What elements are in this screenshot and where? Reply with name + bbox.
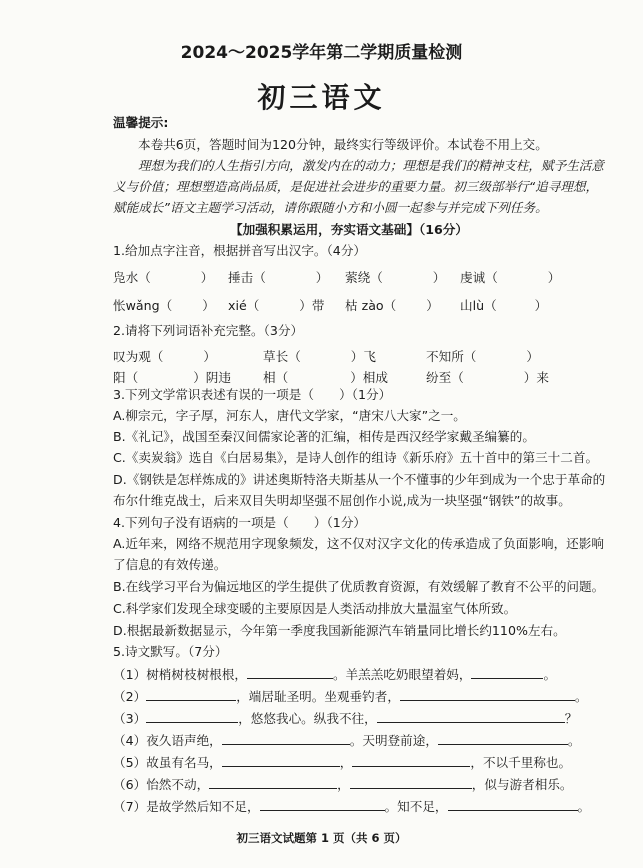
q5-prompt: 5.诗文默写。（7分） bbox=[113, 644, 228, 659]
notice-heading: 温馨提示: bbox=[113, 115, 169, 130]
page-footer: 初三语文试题第 1 页（共 6 页） bbox=[236, 831, 407, 845]
q3-option-a: A.柳宗元，字子厚，河东人，唐代文学家，“唐宋八大家”之一。 bbox=[113, 408, 466, 423]
q1-item: 枯 zào（ ） bbox=[345, 298, 439, 313]
q4-option-a-cont: 了信息的有效传递。 bbox=[113, 557, 227, 572]
answer-blank[interactable] bbox=[260, 800, 385, 811]
q1-item: 凫水（ ） bbox=[113, 270, 214, 285]
q1-item: 山lù（ ） bbox=[460, 298, 548, 313]
q5-line-4: （4）夜久语声绝， 。天明登前途， 。 bbox=[113, 733, 581, 748]
q2-item: 相（ ）相成 bbox=[263, 370, 388, 385]
q2-item: 纷至（ ）来 bbox=[426, 370, 549, 385]
q5-line-2: （2） ，端居耻圣明。坐观垂钓者， 。 bbox=[113, 689, 588, 704]
q3-prompt: 3.下列文学常识表述有误的一项是（ ）（1分） bbox=[113, 387, 392, 402]
answer-blank[interactable] bbox=[222, 756, 340, 767]
q4-option-b: B.在线学习平台为偏远地区的学生提供了优质教育资源，有效缓解了教育不公平的问题。 bbox=[113, 579, 605, 594]
notice-line-3: 义与价值；理想塑造高尚品质，是促进社会进步的重要力量。初三级部举行“追寻理想， bbox=[113, 179, 599, 194]
q5-line-5: （5）故虽有名马， ， ，不以千里称也。 bbox=[113, 755, 572, 770]
q4-option-d: D.根据最新数据显示，今年第一季度我国新能源汽车销量同比增长约110%左右。 bbox=[113, 623, 566, 638]
q1-prompt: 1.给加点字注音，根据拼音写出汉字。（4分） bbox=[113, 243, 367, 258]
q2-item: 不知所（ ） bbox=[426, 349, 539, 364]
q3-option-c: C.《卖炭翁》选自《白居易集》，是诗人创作的组诗《新乐府》五十首中的第三十二首。 bbox=[113, 450, 599, 465]
q2-item: 叹为观（ ） bbox=[113, 349, 216, 364]
notice-line-4: 赋能成长”语文主题学习活动，请你跟随小方和小圆一起参与并完成下列任务。 bbox=[113, 200, 548, 215]
q4-option-c: C.科学家们发现全球变暖的主要原因是人类活动排放大量温室气体所致。 bbox=[113, 601, 517, 616]
q4-prompt: 4.下列句子没有语病的一项是（ ）（1分） bbox=[113, 515, 367, 530]
notice-line-2: 理想为我们的人生指引方向，激发内在的动力；理想是我们的精神支柱，赋予生活意 bbox=[138, 158, 604, 173]
answer-blank[interactable] bbox=[247, 668, 333, 679]
q1-item: xié（ ）带 bbox=[228, 298, 325, 313]
q1-item: 捶击（ ） bbox=[228, 270, 329, 285]
q1-item: 萦绕（ ） bbox=[345, 270, 446, 285]
subject-title: 初三语文 bbox=[257, 81, 386, 114]
answer-blank[interactable] bbox=[448, 800, 578, 811]
answer-blank[interactable] bbox=[352, 756, 470, 767]
q5-line-7: （7）是故学然后知不足， 。知不足， 。 bbox=[113, 799, 591, 814]
q1-item: 虔诚（ ） bbox=[460, 270, 561, 285]
q5-line-6: （6）怡然不动， ， ，似与游者相乐。 bbox=[113, 777, 573, 792]
answer-blank[interactable] bbox=[209, 778, 337, 789]
answer-blank[interactable] bbox=[222, 734, 350, 745]
answer-blank[interactable] bbox=[471, 668, 543, 679]
q4-option-a: A.近年来，网络不规范用字现象频发，这不仅对汉字文化的传承造成了负面影响，还影响 bbox=[113, 536, 604, 551]
answer-blank[interactable] bbox=[146, 712, 238, 723]
answer-blank[interactable] bbox=[438, 734, 568, 745]
q3-option-d-cont: 布尔什维克战士，后来双目失明却坚强不屈创作小说,成为一块坚强“钢铁”的故事。 bbox=[113, 493, 571, 508]
notice-line-1: 本卷共6页，答题时间为120分钟，最终实行等级评价。本试卷不用上交。 bbox=[138, 137, 548, 152]
q2-item: 阳（ ）阴违 bbox=[113, 370, 231, 385]
q2-prompt: 2.请将下列词语补充完整。（3分） bbox=[113, 323, 304, 338]
q3-option-b: B.《礼记》，战国至秦汉间儒家论著的汇编，相传是西汉经学家戴圣编纂的。 bbox=[113, 429, 535, 444]
answer-blank[interactable] bbox=[350, 778, 472, 789]
q1-item: 怅wǎng（ ） bbox=[113, 298, 215, 313]
q3-option-d: D.《钢铁是怎样炼成的》讲述奥斯特洛夫斯基从一个不懂事的少年到成为一个忠于革命的 bbox=[113, 472, 606, 487]
q5-line-3: （3） ，悠悠我心。纵我不往， ？ bbox=[113, 711, 578, 726]
answer-blank[interactable] bbox=[377, 712, 565, 723]
q5-line-1: （1）树梢树枝树根根， 。羊羔羔吃奶眼望着妈， 。 bbox=[113, 667, 557, 682]
exam-title: 2024～2025学年第二学期质量检测 bbox=[180, 43, 463, 63]
q2-item: 草长（ ）飞 bbox=[263, 349, 376, 364]
section-heading: 【加强积累运用，夯实语文基础】（16分） bbox=[230, 222, 468, 237]
answer-blank[interactable] bbox=[400, 690, 575, 701]
answer-blank[interactable] bbox=[146, 690, 236, 701]
